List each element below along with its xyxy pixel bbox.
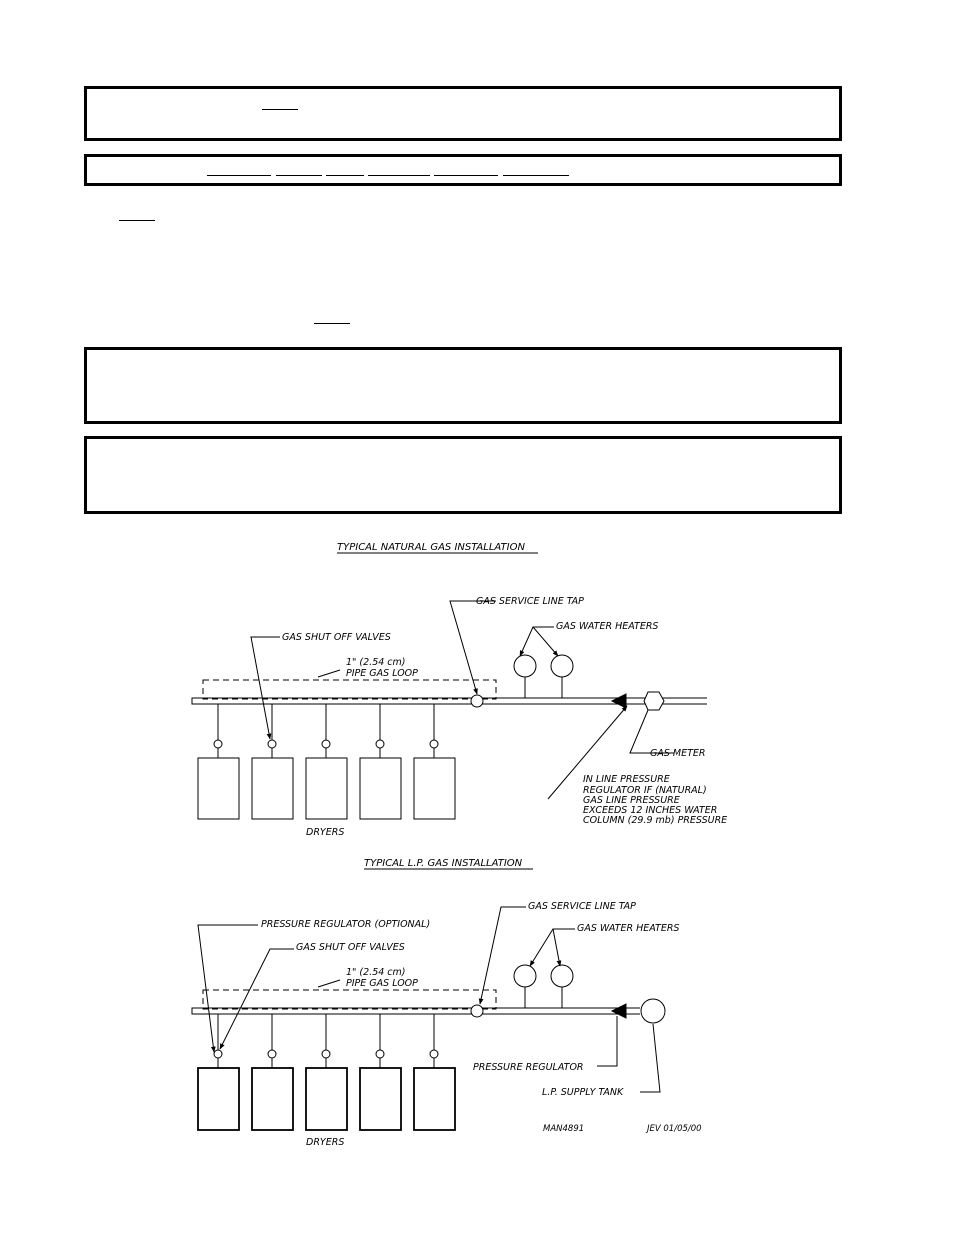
regulator-label-line: COLUMN (29.9 mb) PRESSURE [583, 815, 728, 826]
regulator-label-line: REGULATOR IF (NATURAL) [583, 785, 707, 796]
dryer-unit [252, 1068, 293, 1130]
service-tap-valve [471, 1005, 483, 1017]
dryer-unit [198, 1068, 239, 1130]
regulator-label-line: GAS LINE PRESSURE [583, 795, 680, 806]
lp-gas-diagram [192, 858, 702, 1148]
dryer-unit [360, 1068, 401, 1130]
water-heater-icon [551, 965, 573, 987]
water-heater-icon [514, 655, 536, 677]
regulator-label-line: EXCEEDS 12 INCHES WATER [583, 805, 718, 816]
regulator-icon [612, 1004, 626, 1018]
service-tap-label: GAS SERVICE LINE TAP [476, 596, 584, 607]
natural-title: TYPICAL NATURAL GAS INSTALLATION [337, 542, 525, 553]
lp-supply-tank-icon [641, 999, 665, 1023]
dryer-unit [306, 1068, 347, 1130]
service-tap-label: GAS SERVICE LINE TAP [528, 901, 636, 912]
drawing-date-label: JEV 01/05/00 [647, 1124, 702, 1134]
pressure-regulator-label: PRESSURE REGULATOR [473, 1062, 584, 1073]
water-heaters-label: GAS WATER HEATERS [556, 621, 659, 632]
dryer-unit [414, 758, 455, 819]
gas-loop-dashed [203, 680, 496, 699]
water-heater-icon [514, 965, 536, 987]
dryer-unit [306, 758, 347, 819]
water-heaters-label: GAS WATER HEATERS [577, 923, 680, 934]
loop-label-line2: PIPE GAS LOOP [346, 668, 418, 679]
loop-label-line1: 1" (2.54 cm) [346, 967, 406, 978]
shutoff-valves-label: GAS SHUT OFF VALVES [282, 632, 391, 643]
dryer-unit [252, 758, 293, 819]
supply-tank-label: L.P. SUPPLY TANK [542, 1087, 624, 1098]
loop-label-line2: PIPE GAS LOOP [346, 978, 418, 989]
loop-label-line1: 1" (2.54 cm) [346, 657, 406, 668]
water-heater-icon [551, 655, 573, 677]
gas-loop-dashed [203, 990, 496, 1009]
shutoff-valves-label: GAS SHUT OFF VALVES [296, 942, 405, 953]
service-tap-valve [471, 695, 483, 707]
lp-title: TYPICAL L.P. GAS INSTALLATION [364, 858, 523, 869]
gas-meter-label: GAS METER [650, 748, 706, 759]
dryer-unit [360, 758, 401, 819]
natural-gas-diagram [192, 542, 727, 838]
regulator-label-line: IN LINE PRESSURE [583, 774, 670, 785]
dryers-label: DRYERS [306, 1137, 345, 1148]
dryer-row [198, 1014, 455, 1130]
pressure-regulator-optional-label: PRESSURE REGULATOR (OPTIONAL) [261, 919, 431, 930]
regulator-icon [612, 694, 626, 708]
drawing-number-label: MAN4891 [543, 1124, 585, 1134]
dryer-unit [414, 1068, 455, 1130]
dryer-row [198, 704, 455, 819]
gas-meter-icon [644, 692, 664, 710]
dryer-unit [198, 758, 239, 819]
dryers-label: DRYERS [306, 827, 345, 838]
